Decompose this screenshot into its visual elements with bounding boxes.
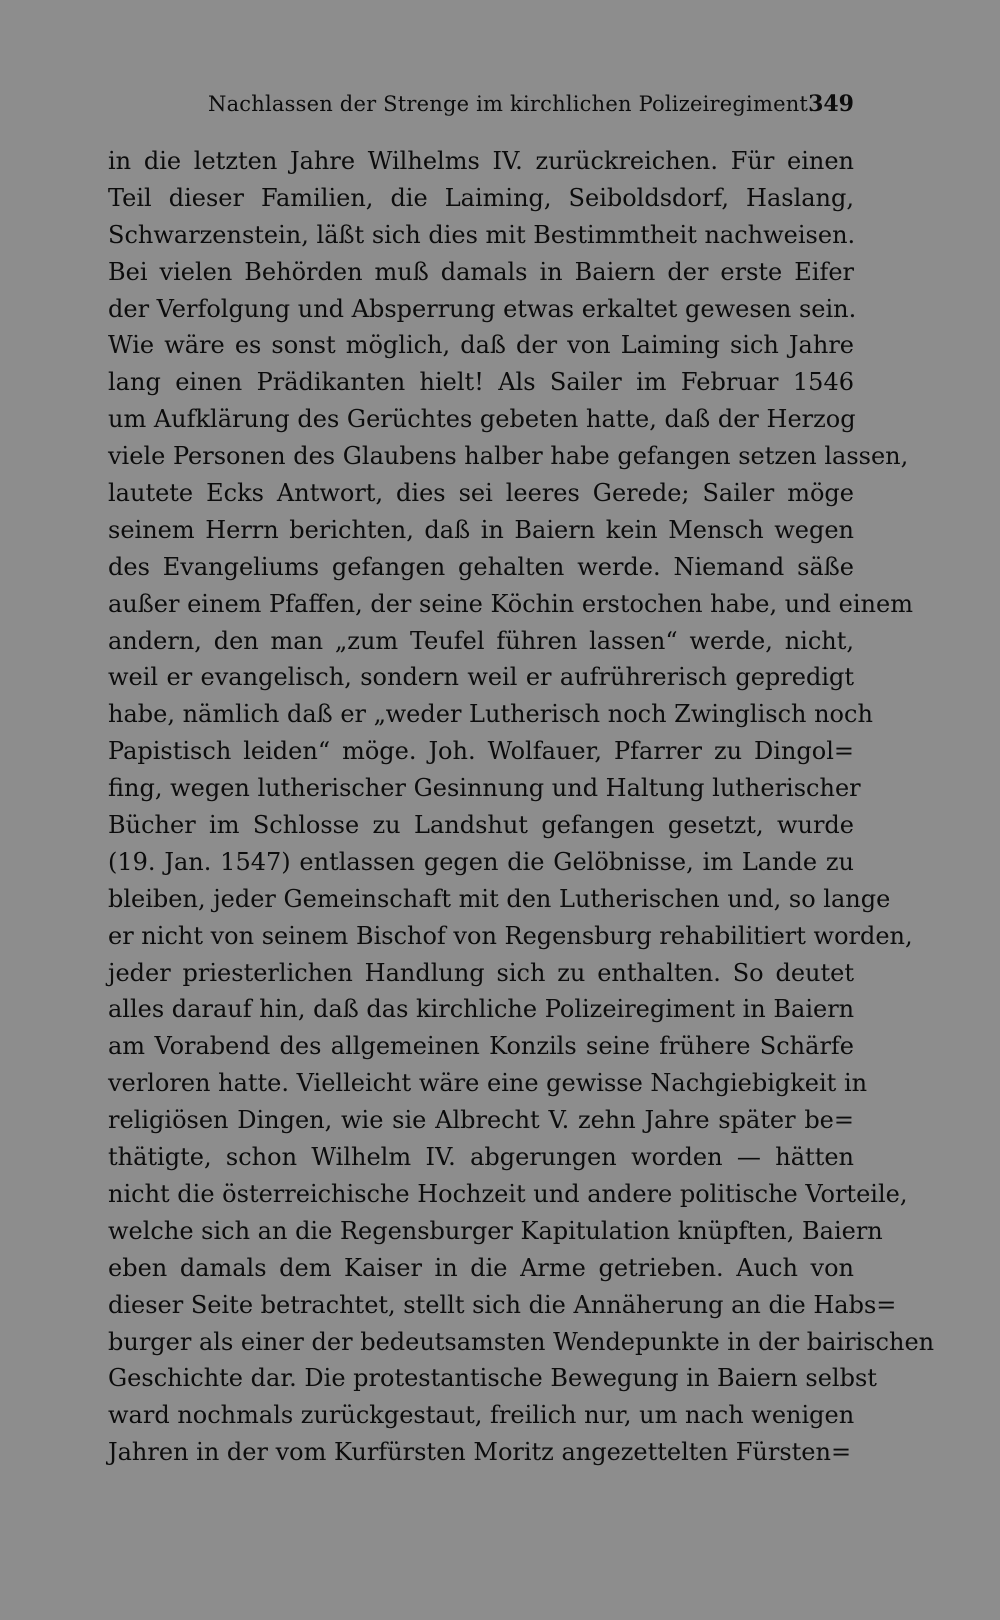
text-line: Teil dieser Familien, die Laiming, Seiboldsdorf, Haslang,: [108, 183, 854, 212]
text-line: eben damals dem Kaiser in die Arme getrieben. Auch von: [108, 1253, 854, 1282]
text-line: fing, wegen lutherischer Gesinnung und Haltung lutherischer: [108, 774, 861, 803]
page-number: 349: [808, 91, 854, 117]
text-line: außer einem Pfaffen, der seine Köchin erstochen habe, und einem: [108, 589, 913, 618]
text-line: ward nochmals zurückgestaut, freilich nur, um nach wenigen: [108, 1401, 855, 1430]
text-line: verloren hatte. Vielleicht wäre eine gewisse Nachgiebigkeit in: [108, 1069, 868, 1098]
text-line: alles darauf hin, daß das kirchliche Polizeiregiment in Baiern: [108, 995, 855, 1024]
text-line: Bücher im Schlosse zu Landshut gefangen gesetzt, wurde: [108, 811, 854, 840]
text-line: habe, nämlich daß er „weder Lutherisch noch Zwinglisch noch: [108, 700, 873, 729]
text-line: burger als einer der bedeutsamsten Wendepunkte in der bairischen: [108, 1327, 935, 1356]
text-line: thätigte, schon Wilhelm IV. abgerungen worden — hätten: [108, 1143, 854, 1172]
text-line: lautete Ecks Antwort, dies sei leeres Gerede; Sailer möge: [108, 479, 854, 508]
text-line: Bei vielen Behörden muß damals in Baiern der erste Eifer: [108, 257, 854, 286]
text-line: lang einen Prädikanten hielt! Als Sailer im Februar 1546: [108, 368, 854, 397]
text-line: nicht die österreichische Hochzeit und andere politische Vorteile,: [108, 1179, 908, 1208]
text-line: religiösen Dingen, wie sie Albrecht V. zehn Jahre später be=: [108, 1106, 854, 1135]
running-title: Nachlassen der Strenge im kirchlichen Polizeiregiment.: [208, 92, 815, 116]
text-line: Jahren in der vom Kurfürsten Moritz angezettelten Fürsten=: [108, 1438, 852, 1467]
text-line: um Aufklärung des Gerüchtes gebeten hatte, daß der Herzog: [108, 405, 856, 434]
text-line: viele Personen des Glaubens halber habe gefangen setzen lassen,: [108, 442, 909, 471]
text-line: der Verfolgung und Absperrung etwas erkaltet gewesen sein.: [108, 294, 857, 323]
text-line: Wie wäre es sonst möglich, daß der von Laiming sich Jahre: [108, 331, 854, 360]
body-text: [108, 143, 935, 1471]
text-line: Papistisch leiden“ möge. Joh. Wolfauer, Pfarrer zu Dingol=: [108, 737, 854, 766]
text-line: in die letzten Jahre Wilhelms IV. zurückreichen. Für einen: [108, 147, 854, 175]
text-line: weil er evangelisch, sondern weil er aufrührerisch gepredigt: [108, 663, 854, 692]
text-line: dieser Seite betrachtet, stellt sich die Annäherung an die Habs=: [108, 1290, 897, 1319]
text-line: andern, den man „zum Teufel führen lassen“ werde, nicht,: [108, 626, 854, 655]
text-line: er nicht von seinem Bischof von Regensburg rehabilitiert worden,: [108, 921, 913, 950]
text-line: Schwarzenstein, läßt sich dies mit Bestimmtheit nachweisen.: [108, 220, 856, 249]
text-line: seinem Herrn berichten, daß in Baiern kein Mensch wegen: [108, 515, 854, 544]
text-line: am Vorabend des allgemeinen Konzils seine frühere Schärfe: [108, 1032, 854, 1061]
text-line: des Evangeliums gefangen gehalten werde. Niemand säße: [108, 552, 854, 581]
page-header: [108, 86, 854, 122]
text-line: bleiben, jeder Gemeinschaft mit den Lutherischen und, so lange: [108, 884, 891, 913]
text-line: jeder priesterlichen Handlung sich zu enthalten. So deutet: [108, 958, 854, 987]
text-line: Geschichte dar. Die protestantische Bewegung in Baiern selbst: [108, 1364, 877, 1393]
text-line: welche sich an die Regensburger Kapitulation knüpften, Baiern: [108, 1216, 883, 1245]
text-line: (19. Jan. 1547) entlassen gegen die Gelöbnisse, im Lande zu: [108, 847, 854, 876]
